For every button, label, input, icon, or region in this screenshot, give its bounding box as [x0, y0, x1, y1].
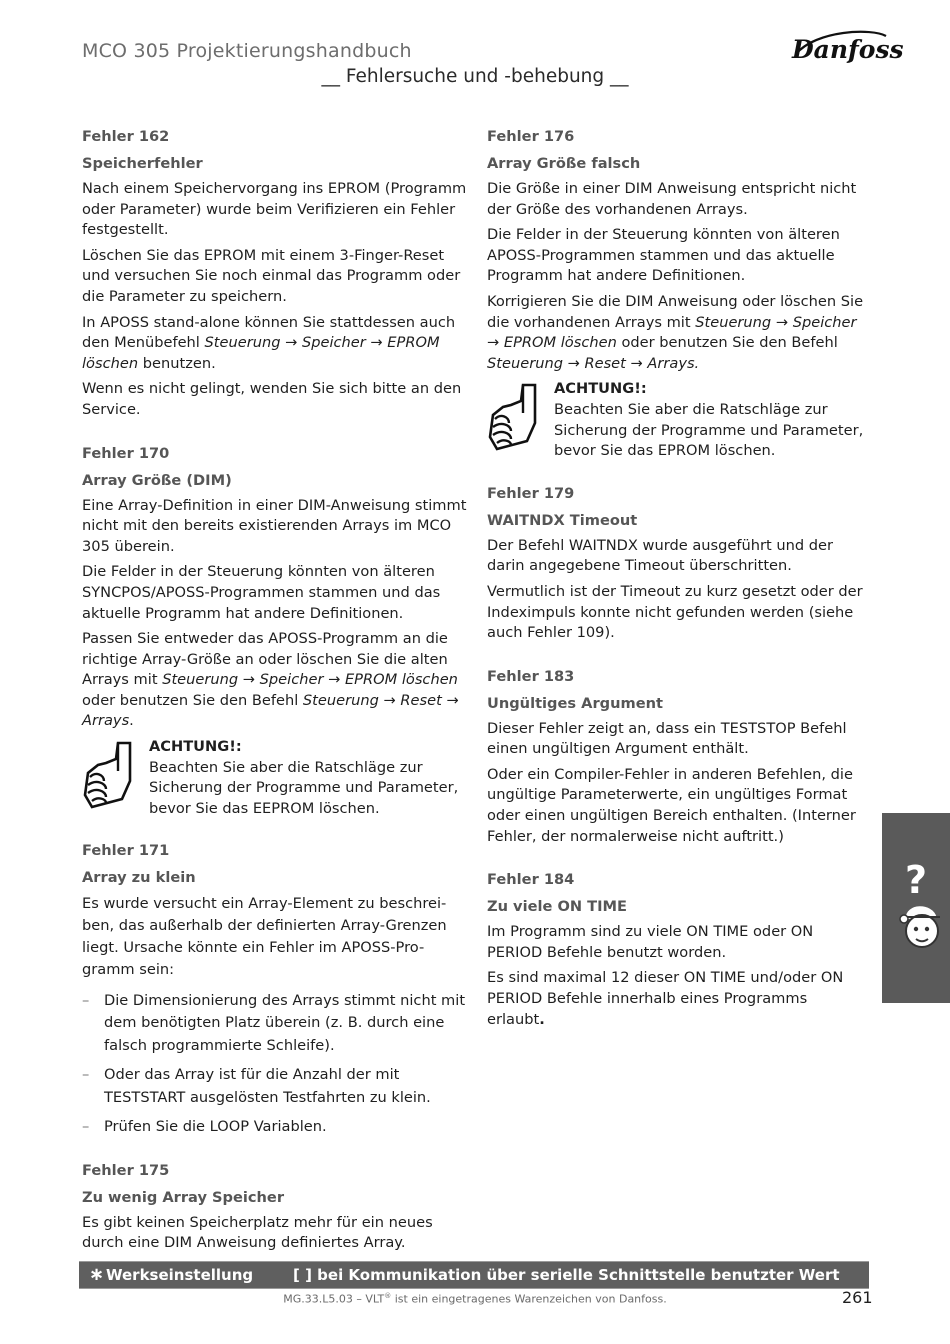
- bullet-list: [82, 990, 474, 1139]
- svg-text:?: ?: [904, 858, 928, 902]
- hand-icon: [487, 379, 545, 461]
- footer-legend: [79, 1261, 869, 1289]
- error-code-170: Fehler 170: [82, 444, 170, 462]
- list-item: – Oder das Array ist für die Anzahl der mit TESTSTART ausgelösten Testfahrten zu klein.: [82, 1064, 474, 1109]
- legend-default: Werkseinstellung: [106, 1266, 254, 1284]
- warning-note: [82, 737, 474, 819]
- error-code-179: Fehler 179: [487, 484, 575, 502]
- error-title-179: WAITNDX Timeout: [487, 511, 638, 529]
- error-code-171: Fehler 171: [82, 842, 170, 860]
- hand-icon: [82, 737, 140, 819]
- question-face-icon: [882, 813, 950, 1003]
- error-title-175: Zu wenig Array Speicher: [82, 1188, 285, 1206]
- paragraph: Es gibt keinen Speicherplatz mehr für ein neues durch eine DIM Anweisung definiertes Array.: [82, 1213, 433, 1252]
- error-code-162: Fehler 162: [82, 128, 170, 145]
- paragraph: Wenn es nicht gelingt, wenden Sie sich bitte an den Service.: [82, 380, 462, 418]
- error-title-162: Speicherfehler: [82, 155, 203, 172]
- list-item: – Prüfen Sie die LOOP Variablen.: [82, 1116, 474, 1139]
- paragraph: Im Programm sind zu viele ON TIME oder ON PERIOD Befehle benutzt worden.: [487, 923, 814, 961]
- error-title-170: Array Größe (DIM): [82, 471, 232, 489]
- error-title-184: Zu viele ON TIME: [487, 898, 628, 916]
- paragraph: Löschen Sie das EPROM mit einem 3-Finger-Reset und versuchen Sie noch einmal das Programm oder die Parameter zu speichern.: [82, 246, 461, 305]
- note-text: Beachten Sie aber die Ratschläge zur Sicherung der Programme und Parameter, bevor Sie das EEPROM löschen.: [149, 758, 459, 817]
- star-icon: ∗: [89, 1264, 105, 1285]
- list-item: – Die Dimensionierung des Arrays stimmt nicht mit dem benötigten Platz überein (z. B. durch eine falsch programmierte Schleife).: [82, 990, 474, 1058]
- paragraph: Es sind maximal 12 dieser ON TIME und/oder ON PERIOD Befehle innerhalb eines Programms erlaubt.: [487, 969, 844, 1028]
- error-title-183: Ungültiges Argument: [487, 694, 663, 712]
- paragraph: Die Felder in der Steuerung könnten von älteren SYNCPOS/APOSS-Programmen stammen und das aktuelle Programm hat andere Definitionen.: [82, 563, 441, 622]
- error-title-176: Array Größe falsch: [487, 155, 641, 172]
- error-title-171: Array zu klein: [82, 869, 196, 887]
- paragraph: Passen Sie entweder das APOSS-Programm an die richtige Array-Größe an oder löschen Sie die alten Arrays mit Steuerung → Speicher → EPROM löschen oder benutzen Sie den Befehl Steuerung → Reset → Arrays.: [82, 630, 459, 730]
- paragraph: Dieser Fehler zeigt an, dass ein TESTSTOP Befehl einen ungültigen Argument enthält.: [487, 719, 847, 758]
- left-column: [82, 126, 474, 1259]
- document-reference: MG.33.L5.03 – VLT® ist ein eingetragenes Warenzeichen von Danfoss.: [283, 1292, 667, 1306]
- paragraph: Korrigieren Sie die DIM Anweisung oder löschen Sie die vorhandenen Arrays mit Steuerung → Speicher → EPROM löschen oder benutzen Sie den Befehl Steuerung → Reset → Arrays.: [487, 292, 864, 372]
- paragraph: Oder ein Compiler-Fehler in anderen Befehlen, die ungültige Parameterwerte, ein ungültiges Format oder einen ungültigen Bereich enthalten. (Interner Fehler, der normalerweise nicht auftritt.): [487, 765, 856, 845]
- paragraph: Eine Array-Definition in einer DIM-Anweisung stimmt nicht mit den bereits existierenden Arrays im MCO 305 überein.: [82, 496, 467, 555]
- page-number: 261: [842, 1288, 873, 1307]
- paragraph: Vermutlich ist der Timeout zu kurz gesetzt oder der Indeximpuls konnte nicht gefunden werden (siehe auch Fehler 109).: [487, 582, 863, 642]
- section-title: __ Fehlersuche und -behebung __: [321, 66, 629, 87]
- error-code-176: Fehler 176: [487, 128, 575, 145]
- error-code-184: Fehler 184: [487, 871, 575, 889]
- paragraph: Der Befehl WAITNDX wurde ausgeführt und der darin angegebene Timeout überschritten.: [487, 536, 834, 575]
- right-column: [487, 126, 867, 1035]
- manual-title: MCO 305 Projektierungshandbuch: [82, 40, 412, 62]
- note-heading: ACHTUNG!:: [554, 380, 647, 398]
- danfoss-logo: [786, 24, 904, 64]
- paragraph: Es wurde versucht ein Array-Element zu beschrei-ben, das außerhalb der definierten Array-Grenzen liegt. Ursache könnte ein Fehler im APOSS-Pro-gramm sein:: [82, 895, 447, 978]
- svg-text:Danfoss: Danfoss: [792, 35, 904, 64]
- paragraph: In APOSS stand-alone können Sie stattdessen auch den Menübefehl Steuerung → Speicher → EPROM löschen benutzen.: [82, 313, 456, 372]
- paragraph: Die Felder in der Steuerung könnten von älteren APOSS-Programmen stammen und das aktuelle Programm hat andere Definitionen.: [487, 226, 840, 285]
- legend-serial: [ ] bei Kommunikation über serielle Schnittstelle benutzter Wert: [293, 1266, 840, 1284]
- paragraph: Die Größe in einer DIM Anweisung entspricht nicht der Größe des vorhandenen Arrays.: [487, 180, 857, 218]
- paragraph: Nach einem Speichervorgang ins EPROM (Programm oder Parameter) wurde beim Verifizieren ein Fehler festgestellt.: [82, 180, 467, 239]
- note-heading: ACHTUNG!:: [149, 738, 242, 756]
- warning-note: [487, 379, 867, 461]
- note-text: Beachten Sie aber die Ratschläge zur Sicherung der Programme und Parameter, bevor Sie das EPROM löschen.: [554, 400, 864, 460]
- error-code-183: Fehler 183: [487, 667, 575, 685]
- error-code-175: Fehler 175: [82, 1161, 170, 1179]
- troubleshooting-tab: [882, 813, 950, 1003]
